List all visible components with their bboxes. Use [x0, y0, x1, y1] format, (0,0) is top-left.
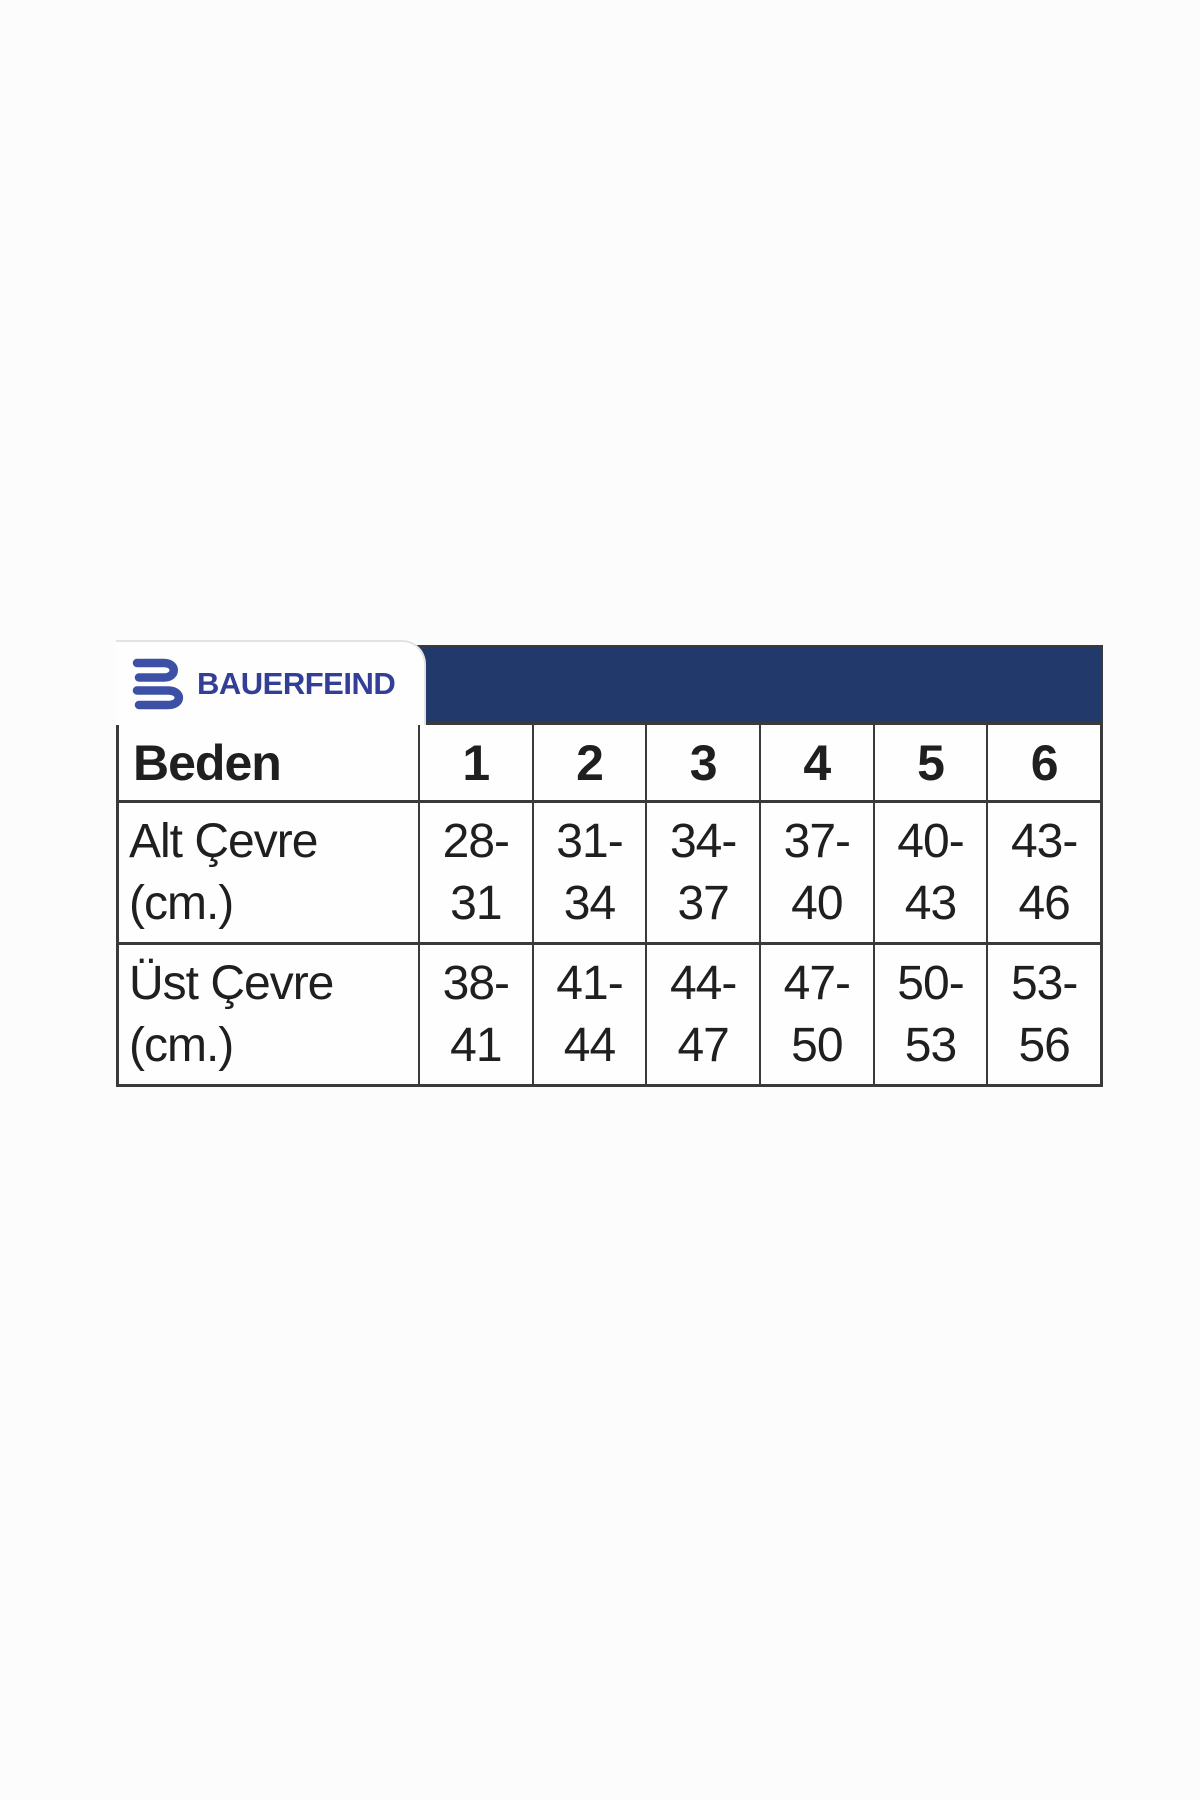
cell-value-line1: 43-: [1010, 814, 1078, 868]
brand-header-bar: [116, 645, 1103, 722]
row-label-alt-cevre: [119, 800, 418, 942]
cell-value-line2: 40: [791, 876, 843, 930]
cell-value-line2: 43: [904, 876, 957, 930]
table-cell-ust-2: [532, 942, 646, 1084]
table-cell-alt-5: [873, 800, 987, 942]
cell-value-line2: 34: [563, 876, 616, 930]
cell-value-line1: 38-: [442, 956, 510, 1010]
cell-value-line1: 53-: [1010, 956, 1078, 1010]
cell-value-line1: 40-: [897, 814, 964, 868]
cell-value-line1: 31-: [556, 814, 623, 868]
cell-value-line2: 50: [791, 1018, 843, 1072]
size-column-header-4: 4: [759, 725, 873, 800]
cell-value-line1: 34-: [669, 814, 737, 868]
row-label-line2: (cm.): [129, 876, 234, 930]
cell-value-line1: 44-: [669, 956, 737, 1010]
table-cell-alt-1: [418, 800, 532, 942]
table-cell-ust-1: [418, 942, 532, 1084]
table-cell-alt-6: [986, 800, 1100, 942]
cell-value-line1: 50-: [897, 956, 964, 1010]
brand-name: BAUERFEIND: [197, 665, 396, 701]
cell-value-line2: 56: [1018, 1018, 1070, 1072]
cell-value-line1: 41-: [556, 956, 623, 1010]
size-table: [116, 722, 1103, 1087]
table-cell-alt-3: [645, 800, 759, 942]
row-label-line1: Alt Çevre: [129, 814, 318, 868]
table-cell-alt-2: [532, 800, 646, 942]
cell-value-line2: 44: [563, 1018, 616, 1072]
table-cell-ust-4: [759, 942, 873, 1084]
cell-value-line1: 37-: [783, 814, 850, 868]
bauerfeind-b-icon: [128, 655, 192, 713]
cell-value-line2: 31: [450, 876, 502, 930]
size-column-header-2: 2: [532, 725, 646, 800]
size-chart: [116, 645, 1103, 1087]
size-column-header-3: 3: [645, 725, 759, 800]
size-table-header-label: Beden: [133, 734, 281, 791]
cell-value-line2: 53: [904, 1018, 957, 1072]
row-label-ust-cevre: [119, 942, 418, 1084]
row-label-line1: Üst Çevre: [129, 956, 334, 1010]
size-column-header-5: 5: [873, 725, 987, 800]
table-cell-ust-3: [645, 942, 759, 1084]
row-label-line2: (cm.): [129, 1018, 234, 1072]
cell-value-line2: 37: [677, 876, 729, 930]
size-column-header-1: 1: [418, 725, 532, 800]
brand-logo: [116, 640, 426, 725]
cell-value-line1: 28-: [442, 814, 510, 868]
size-column-header-6: 6: [986, 725, 1100, 800]
table-cell-alt-4: [759, 800, 873, 942]
cell-value-line2: 47: [677, 1018, 729, 1072]
table-cell-ust-5: [873, 942, 987, 1084]
cell-value-line2: 41: [450, 1018, 502, 1072]
cell-value-line1: 47-: [783, 956, 850, 1010]
cell-value-line2: 46: [1018, 876, 1070, 930]
table-cell-ust-6: [986, 942, 1100, 1084]
